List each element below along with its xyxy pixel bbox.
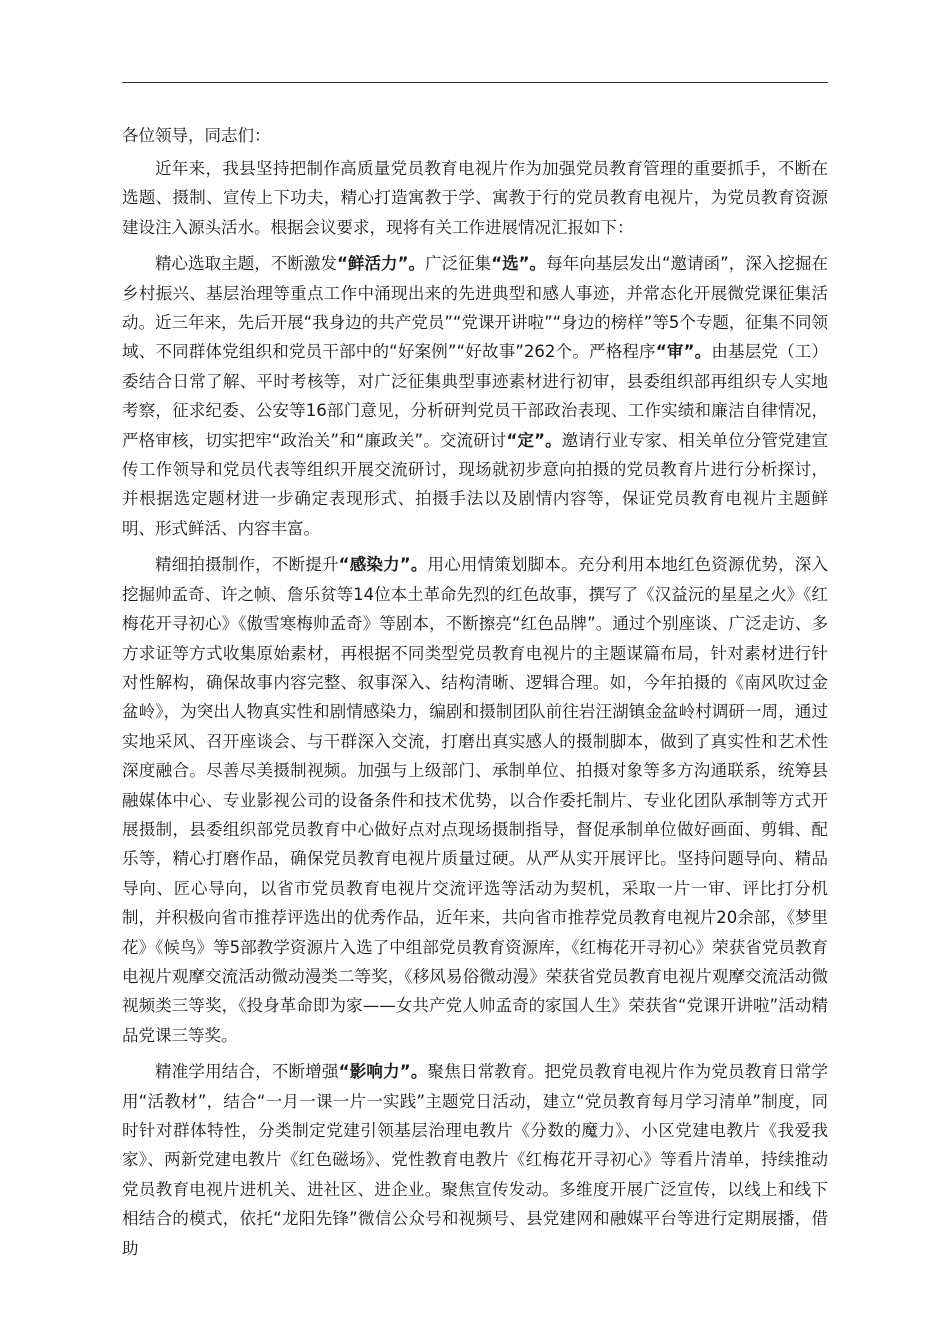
section-1-sub-1-body: 每年向基层发出“邀请函”，深入挖掘在乡村振兴、基层治理等重点工作中涌现出来的先进典型和感人事迹，并常态化开展微党课征集活动。近三年来，先后开展“我身边的共产党员”“党课开讲啦”“身边的榜样”等5个专题，征集不同领域、不同群体党组织和党员干部中的“好案例”“好故事”262个。 — [122, 254, 829, 362]
salutation: 各位领导，同志们： — [122, 126, 271, 145]
section-2-lead-emphasis: “感染力”。 — [338, 555, 428, 575]
section-1-sub-2-emphasis: “审”。 — [655, 342, 712, 362]
header-rule — [122, 82, 828, 83]
section-1-sub-1-title: 广泛征集 — [425, 254, 492, 274]
section-3-lead-emphasis: “影响力”。 — [338, 1062, 428, 1082]
section-3-body: 聚焦日常教育。把党员教育电视片作为党员教育日常学用“活教材”，结合“一月一课一片一实践”主题党日活动，建立“党员教育每月学习清单”制度，同时针对群体特性，分类制定党建引领基层治理电教片《分数的魔力》、小区党建电教片《我爱我家》、两新党建电教片《红色磁场》、党性教育电教片《红梅花开寻初心》等看片清单，持续推动党员教育电视片进机关、进社区、进企业。聚焦宣传发动。多维度开展广泛宣传，以线上和线下相结合的模式，依托“龙阳先锋”微信公众号和视频号、县党建网和融媒平台等进行定期展播，借助 — [122, 1062, 828, 1258]
section-1-paragraph — [122, 249, 828, 543]
section-2-paragraph — [122, 550, 828, 1050]
section-1-sub-2-body: 由基层党（工）委结合日常了解、平时考核等，对广泛征集典型事迹素材进行初审，县委组织部再组织专人实地考察，征求纪委、公安等16部门意见，分析研判党员干部政治表现、工作实绩和廉洁自律情况，严格审核，切实把牢“政治关”和“廉政关”。 — [122, 342, 828, 450]
section-1-sub-3-emphasis: “定”。 — [506, 430, 562, 450]
section-2-lead: 精细拍摄制作，不断提升 — [155, 555, 339, 575]
section-3-paragraph — [122, 1057, 828, 1263]
section-1-sub-2-title: 严格程序 — [589, 342, 656, 362]
section-1-sub-3-title: 交流研讨 — [439, 430, 507, 450]
intro-paragraph: 近年来，我县坚持把制作高质量党员教育电视片作为加强党员教育管理的重要抓手，不断在选题、摄制、宣传上下功夫，精心打造寓教于学、寓教于行的党员教育电视片，为党员教育资源建设注入源头活水。根据会议要求，现将有关工作进展情况汇报如下： — [122, 159, 828, 237]
section-1-sub-3-body: 邀请行业专家、相关单位分管党建宣传工作领导和党员代表等组织开展交流研讨，现场就初步意向拍摄的党员教育片进行分析探讨，并根据选定题材进一步确定表现形式、拍摄手法以及剧情内容等，保证党员教育电视片主题鲜明、形式鲜活、内容丰富。 — [122, 430, 828, 538]
section-2-body: 用心用情策划脚本。充分利用本地红色资源优势，深入挖掘帅孟奇、许之帧、詹乐贫等14位本土革命先烈的红色故事，撰写了《汉益沅的星星之火》《红梅花开寻初心》《傲雪寒梅帅孟奇》等剧本，不断擦亮“红色品牌”。通过个别座谈、广泛走访、多方求证等方式收集原始素材，再根据不同类型党员教育电视片的主题谋篇布局，针对素材进行针对性解构，确保故事内容完整、叙事深入、结构清晰、逻辑合理。如，今年拍摄的《南风吹过金盆岭》，为突出人物真实性和剧情感染力，编剧和摄制团队前往岩汪湖镇金盆岭村调研一周，通过实地采风、召开座谈会、与干群深入交流，打磨出真实感人的摄制脚本，做到了真实性和艺术性深度融合。尽善尽美摄制视频。加强与上级部门、承制单位、拍摄对象等多方沟通联系，统筹县融媒体中心、专业影视公司的设备条件和技术优势，以合作委托制片、专业化团队承制等方式开展摄制，县委组织部党员教育中心做好点对点现场摄制指导，督促承制单位做好画面、剪辑、配乐等，精心打磨作品，确保党员教育电视片质量过硬。从严从实开展评比。坚持问题导向、精品导向、匠心导向，以省市党员教育电视片交流评选等活动为契机，采取一片一审、评比打分机制，并积极向省市推荐评选出的优秀作品，近年来，共向省市推荐党员教育电视片20余部，《梦里花》《候鸟》等5部教学资源片入选了中组部党员教育资源库，《红梅花开寻初心》荣获省党员教育电视片观摩交流活动微动漫类二等奖，《移风易俗微动漫》荣获省党员教育电视片观摩交流活动微视频类三等奖，《投身革命即为家——女共产党人帅孟奇的家国人生》荣获省“党课开讲啦”活动精品党课三等奖。 — [122, 555, 828, 1045]
document-body — [122, 121, 828, 1270]
section-1-lead: 精心选取主题，不断激发 — [155, 254, 338, 274]
section-1-lead-emphasis: “鲜活力”。 — [337, 254, 426, 274]
section-1-sub-1-emphasis: “选”。 — [491, 254, 547, 274]
section-3-lead: 精准学用结合，不断增强 — [155, 1062, 339, 1082]
